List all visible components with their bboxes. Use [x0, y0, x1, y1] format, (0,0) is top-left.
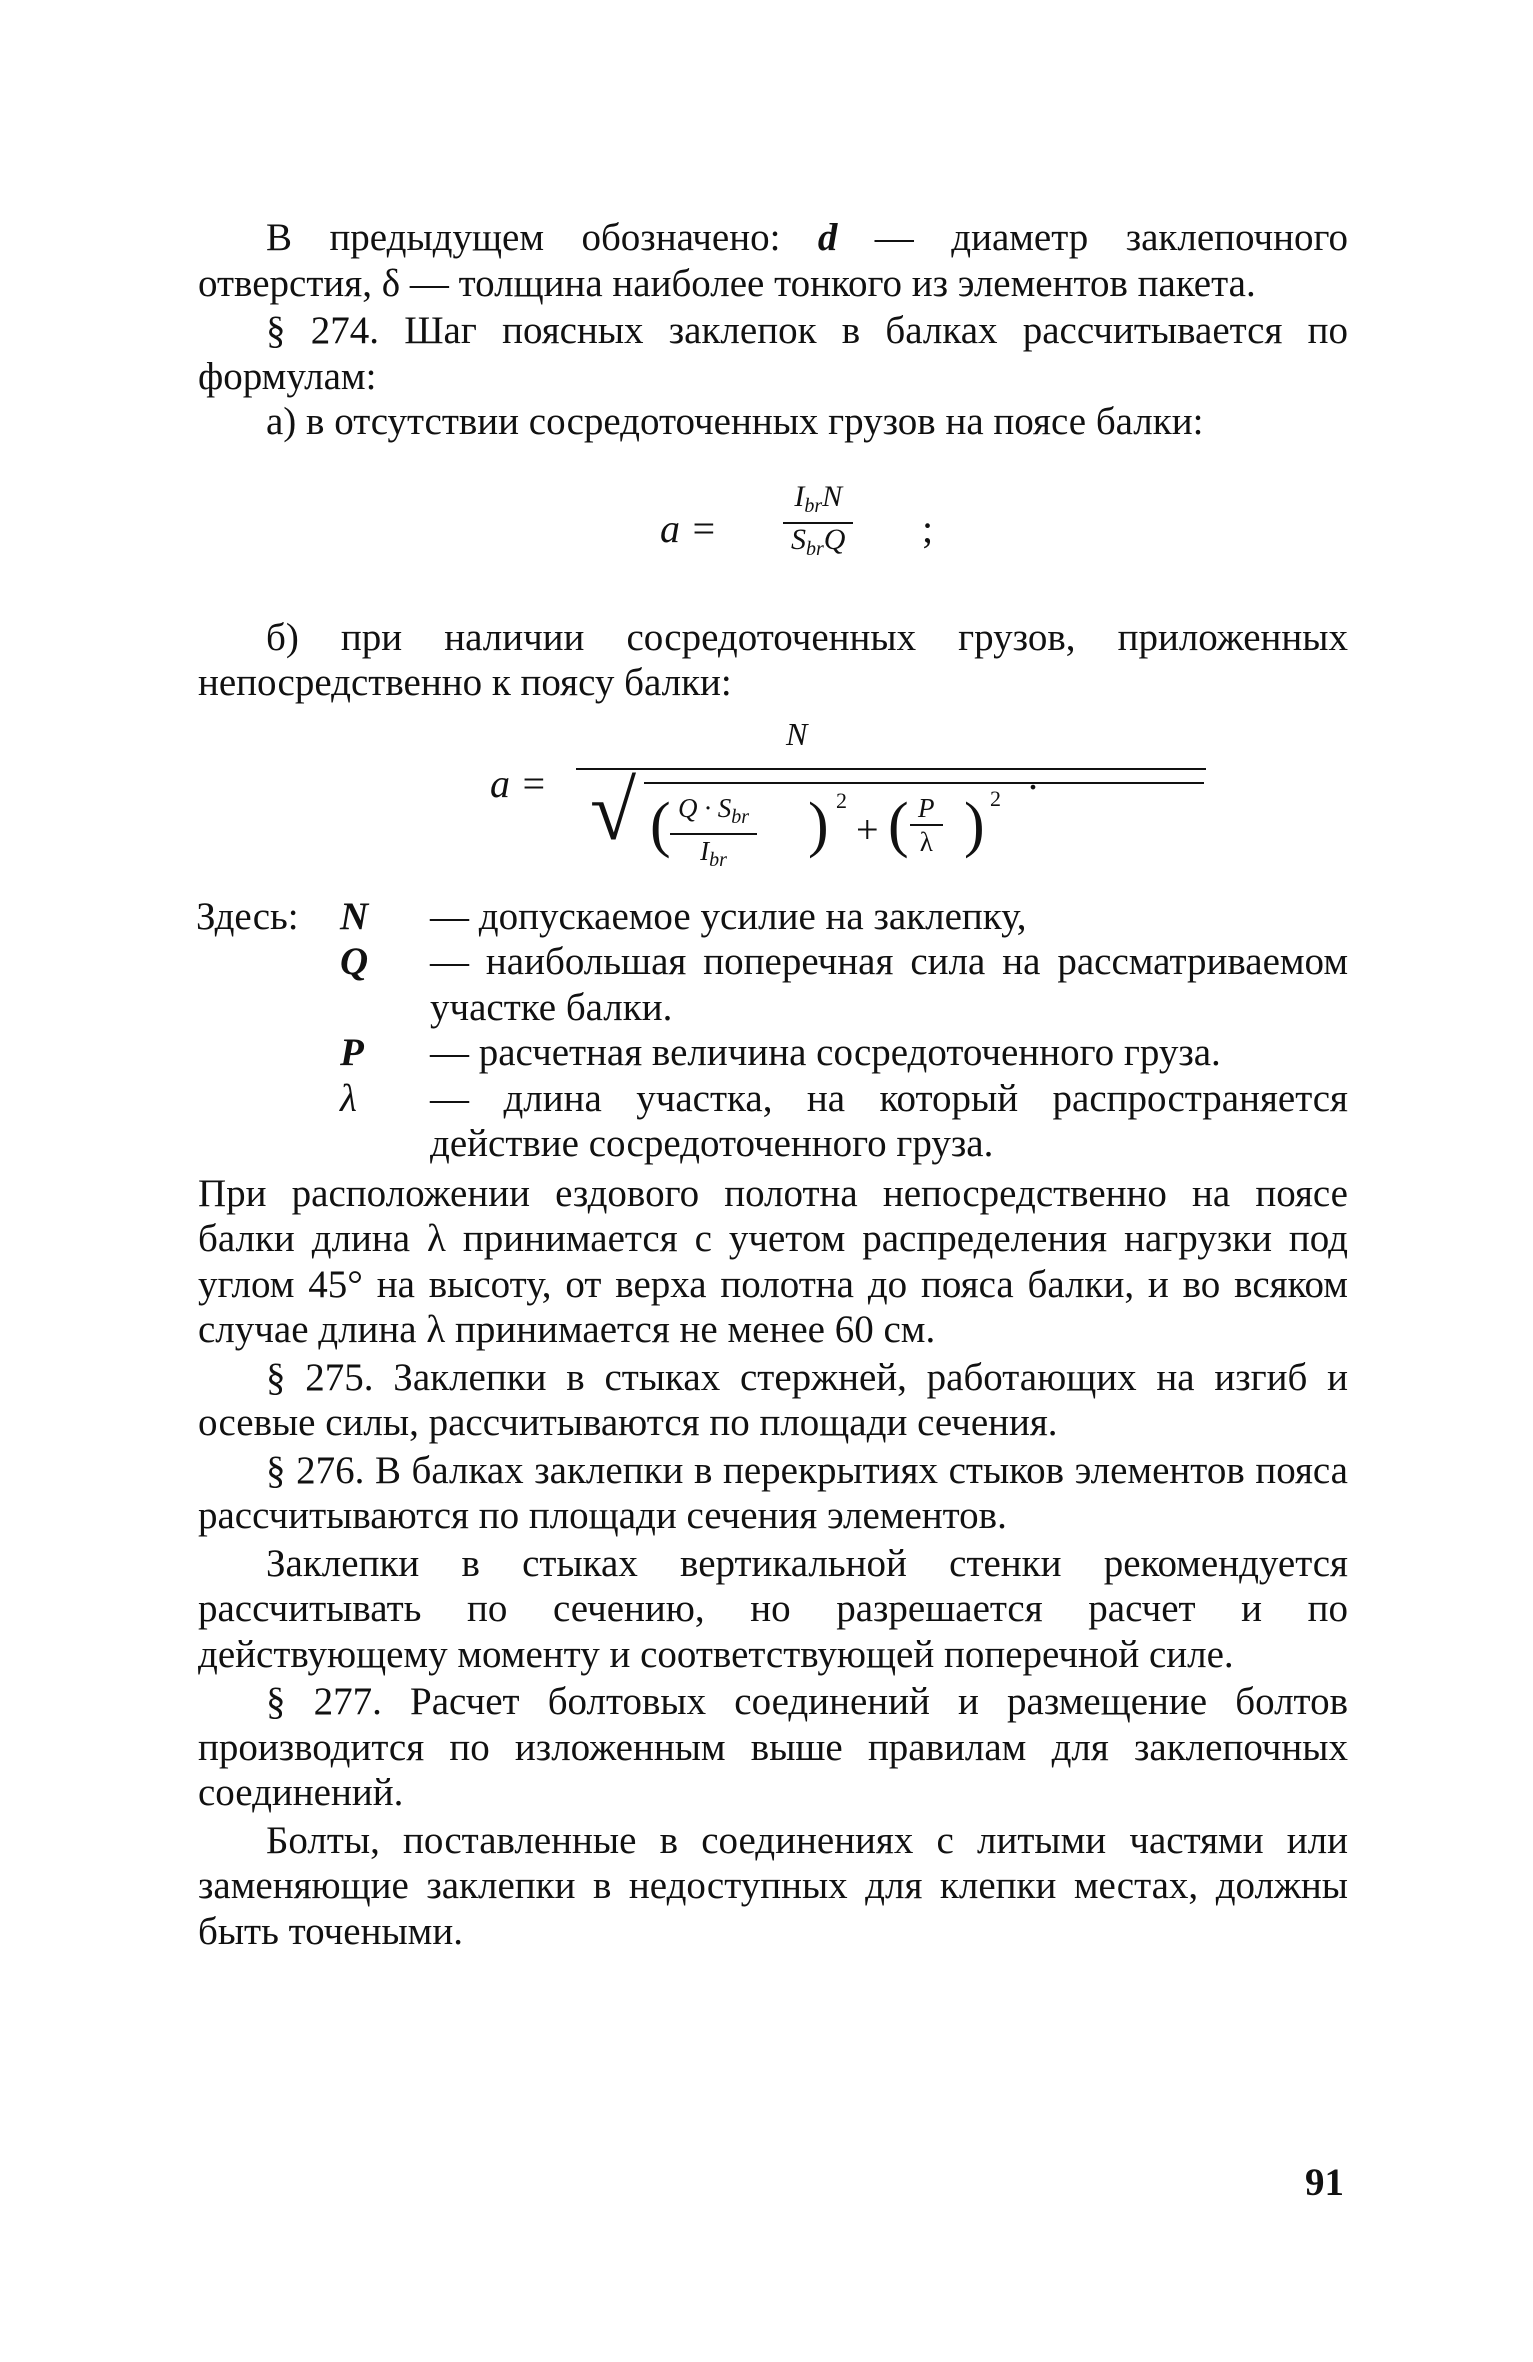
page-number: 91 — [1305, 2161, 1344, 2204]
definition-item — [198, 894, 1348, 940]
text-run: — толщина наиболее тонкого из элементов пакета. — [400, 261, 1256, 305]
sym-I: I — [700, 835, 710, 866]
text-run: — диаметр заклепочного отверстия, — [198, 216, 1348, 305]
paragraph-277b: Болты, поставленные в соединениях с литыми частями или заменяющие заклепки в недоступных для клепки местах, должны быть точеными. — [198, 1818, 1348, 1953]
definition-item — [198, 1030, 1348, 1076]
definition-text: — допускаемое усилие на заклепку, — [430, 894, 1027, 938]
paren-close-2: ) — [964, 790, 985, 859]
sym-Q: Q — [823, 522, 846, 556]
paragraph-276: § 276. В балках заклепки в перекрытиях стыков элементов пояса рассчитываются по площади сечения элементов. — [198, 1448, 1348, 1537]
formula1-denominator — [783, 524, 853, 565]
paragraph-notation — [198, 215, 1348, 306]
formula2-radical: √ — [590, 764, 637, 858]
sub-br: br — [806, 537, 824, 560]
formula-with-loads — [198, 710, 1348, 886]
exponent-2: 2 — [836, 787, 847, 813]
formula1-numerator — [786, 481, 850, 522]
formula2-fraction-bar — [576, 768, 1206, 770]
paragraph-276b: Заклепки в стыках вертикальной стенки рекомендуется рассчитывать по сечению, но разрешается расчет и по действующему моменту и соответствующей поперечной силе. — [198, 1541, 1348, 1676]
definition-text: — наибольшая поперечная сила на рассматриваемом участке балки. — [430, 940, 1348, 1029]
formula1-semicolon: ; — [922, 505, 934, 551]
definition-symbol: λ — [340, 1076, 357, 1120]
var-d: d — [817, 216, 838, 259]
definition-symbol: P — [340, 1031, 364, 1074]
sub-br: br — [731, 805, 750, 828]
sym-QS: Q · S — [678, 792, 732, 823]
definition-item — [198, 1076, 1348, 1167]
paragraph-case-a: а) в отсутствии сосредоточенных грузов на поясе балки: — [266, 400, 1204, 443]
page-body — [198, 215, 1348, 1954]
paren-open-2: ( — [888, 790, 909, 859]
paragraph-277: § 277. Расчет болтовых соединений и размещение болтов производится по изложенным выше правилам для заклепочных соединений. — [198, 1680, 1348, 1814]
exponent-2b: 2 — [990, 785, 1001, 811]
paragraph-274: § 274. Шаг поясных заклепок в балках рассчитывается по формулам: — [198, 309, 1348, 398]
paragraph-placement: При расположении ездового полотна непосредственно на поясе балки длина λ принимается с учетом распределения нагрузки под углом 45° на высоту, от верха полотна до пояса балки, и во всяком случае длина λ принимается не менее 60 см. — [198, 1171, 1348, 1351]
formula2-lhs: a = — [490, 760, 547, 806]
definition-symbol: Q — [340, 940, 369, 983]
sym-I: I — [794, 479, 805, 513]
formula2-numerator: N — [786, 715, 808, 752]
plus-sign: + — [856, 806, 879, 852]
formula2-inner-fraction-1 — [670, 792, 757, 876]
sub-br: br — [804, 494, 823, 517]
formula2-inner-fraction-2 — [910, 792, 943, 858]
inner-num-1 — [670, 792, 757, 833]
inner-num-2: P — [918, 792, 935, 823]
sym-N: N — [822, 479, 843, 513]
formula1-fraction — [783, 481, 853, 565]
definitions-list — [198, 894, 1348, 1167]
formula1-lhs: a = — [660, 505, 717, 551]
definition-symbol: N — [340, 894, 369, 938]
sym-S: S — [791, 522, 806, 556]
formula-no-loads — [198, 453, 1348, 603]
paragraph-275: § 275. Заклепки в стыках стержней, работающих на изгиб и осевые силы, рассчитываются по площади сечения. — [198, 1355, 1348, 1444]
paragraph-case-b: б) при наличии сосредоточенных грузов, приложенных непосредственно к поясу балки: — [198, 615, 1348, 704]
inner-den-1 — [692, 835, 735, 876]
inner-den-2: λ — [919, 826, 933, 857]
radical-vinculum — [644, 782, 1204, 784]
definition-text: — длина участка, на который распространяется действие сосредоточенного груза. — [430, 1076, 1348, 1165]
formula2-period: . — [1028, 752, 1038, 798]
paren-close: ) — [808, 790, 829, 859]
definition-item — [198, 939, 1348, 1030]
definitions-lead: Здесь: — [196, 894, 299, 938]
text-run: В предыдущем обозначено: — [266, 216, 818, 259]
paren-open: ( — [650, 790, 671, 859]
sub-br: br — [709, 848, 727, 871]
var-delta: δ — [381, 261, 401, 305]
definition-text: — расчетная величина сосредоточенного груза. — [430, 1031, 1221, 1074]
